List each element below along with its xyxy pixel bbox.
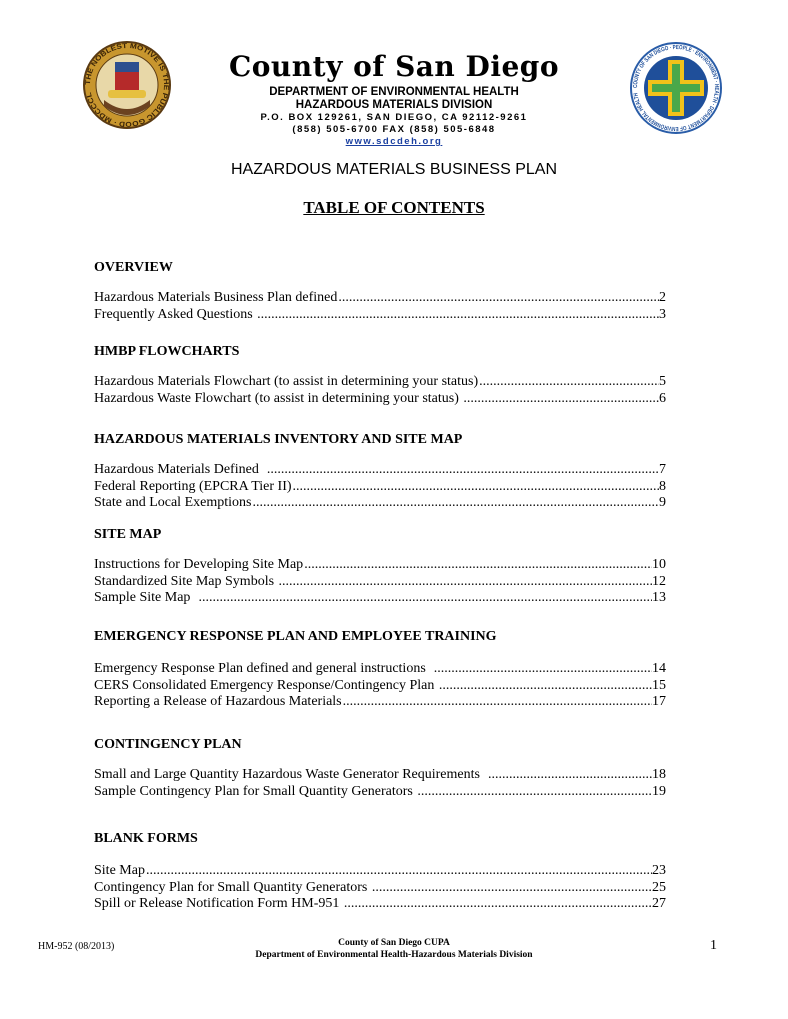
toc-entry-label: Site Map	[94, 863, 145, 878]
department-name: DEPARTMENT OF ENVIRONMENTAL HEALTH	[269, 86, 519, 98]
toc-entry[interactable]	[94, 784, 666, 801]
toc-entry-label: Standardized Site Map Symbols	[94, 573, 278, 589]
toc-entry[interactable]	[94, 574, 666, 591]
dot-leader	[343, 896, 652, 913]
toc-entry-page: 3	[659, 306, 666, 322]
toc-entry-label: Instructions for Developing Site Map	[94, 557, 304, 572]
toc-entry-page: 9	[659, 495, 666, 510]
toc-entry-page: 27	[652, 896, 666, 911]
toc-entry-label: Hazardous Materials Defined	[94, 462, 266, 477]
footer-division: Department of Environmental Health-Hazardous Materials Division	[255, 950, 533, 960]
toc-entry-page: 6	[659, 390, 666, 406]
toc-entry-label: Reporting a Release of Hazardous Materials	[94, 694, 342, 709]
county-name: County of San Diego	[228, 50, 560, 83]
toc-entry-label: State and Local Exemptions	[94, 495, 252, 510]
toc-entry[interactable]	[94, 694, 666, 711]
section-heading: BLANK FORMS	[94, 831, 198, 846]
website-link[interactable]: www.sdcdeh.org	[345, 136, 443, 147]
toc-entry-label: Sample Site Map	[94, 590, 198, 605]
dot-leader	[371, 880, 652, 897]
dot-leader	[278, 574, 652, 591]
toc-entry[interactable]	[94, 678, 666, 695]
toc-entry-page: 10	[652, 557, 666, 572]
toc-entry-page: 8	[659, 478, 666, 494]
toc-entry-label: Spill or Release Notification Form HM-951	[94, 896, 343, 911]
toc-entry-label: Sample Contingency Plan for Small Quantity Generators	[94, 783, 417, 799]
toc-entry[interactable]	[94, 661, 666, 678]
section-heading: OVERVIEW	[94, 260, 173, 275]
toc-entry-page: 17	[652, 694, 666, 709]
toc-entry-page: 2	[659, 290, 666, 305]
dot-leader	[337, 290, 659, 307]
section-heading: HAZARDOUS MATERIALS INVENTORY AND SITE MAP	[94, 432, 463, 447]
toc-entry[interactable]	[94, 391, 666, 408]
dot-leader	[197, 590, 652, 607]
footer-agency	[0, 937, 788, 961]
address: P.O. BOX 129261, SAN DIEGO, CA 92112-9261	[260, 112, 528, 123]
toc-entry-label: Hazardous Waste Flowchart (to assist in determining your status)	[94, 390, 463, 406]
toc-section	[94, 831, 666, 913]
dot-leader	[478, 374, 659, 391]
toc-entry-label: Frequently Asked Questions	[94, 306, 257, 322]
toc-section	[94, 629, 666, 711]
toc-entry-label: Emergency Response Plan defined and general instructions	[94, 661, 433, 676]
toc-entry[interactable]	[94, 290, 666, 307]
toc-entry[interactable]	[94, 479, 666, 496]
toc-entry-page: 14	[652, 661, 666, 676]
toc-entry-label: Hazardous Materials Business Plan defined	[94, 290, 338, 305]
toc-entry-page: 23	[652, 863, 666, 878]
toc-entry-label: Contingency Plan for Small Quantity Generators	[94, 879, 371, 895]
dot-leader	[416, 784, 652, 801]
section-heading: CONTINGENCY PLAN	[94, 737, 242, 752]
dot-leader	[251, 495, 659, 512]
toc-entry-label: CERS Consolidated Emergency Response/Contingency Plan	[94, 677, 438, 693]
toc-entry-label: Small and Large Quantity Hazardous Waste Generator Requirements	[94, 767, 487, 782]
toc-entry-label: Federal Reporting (EPCRA Tier II)	[94, 478, 292, 494]
dot-leader	[438, 678, 652, 695]
toc-entry[interactable]	[94, 896, 666, 913]
toc-entry[interactable]	[94, 880, 666, 897]
toc-entry-page: 15	[652, 677, 666, 693]
toc-entry-page: 19	[652, 783, 666, 799]
toc-entry-label: Hazardous Materials Flowchart (to assist in determining your status)	[94, 374, 479, 389]
toc-section	[94, 344, 666, 407]
toc-entry[interactable]	[94, 557, 666, 574]
section-heading: SITE MAP	[94, 527, 162, 542]
toc-entry[interactable]	[94, 863, 666, 880]
dot-leader	[292, 479, 659, 496]
page-number: 1	[710, 938, 717, 953]
dot-leader	[256, 307, 659, 324]
toc-entry-page: 5	[659, 374, 666, 389]
section-heading: EMERGENCY RESPONSE PLAN AND EMPLOYEE TRAINING	[94, 629, 497, 644]
dot-leader	[266, 462, 659, 479]
toc-entry[interactable]	[94, 462, 666, 479]
toc-entry[interactable]	[94, 590, 666, 607]
dot-leader	[462, 391, 659, 408]
dot-leader	[145, 863, 652, 880]
dot-leader	[433, 661, 652, 678]
toc-entry[interactable]	[94, 767, 666, 784]
toc-section	[94, 432, 666, 512]
section-heading: HMBP FLOWCHARTS	[94, 344, 240, 359]
dot-leader	[342, 694, 652, 711]
toc-entry-page: 12	[652, 573, 666, 589]
toc-entry[interactable]	[94, 374, 666, 391]
toc-entry-page: 13	[652, 590, 666, 605]
toc-section	[94, 260, 666, 323]
division-name: HAZARDOUS MATERIALS DIVISION	[295, 99, 493, 111]
toc-entry-page: 7	[659, 462, 666, 477]
toc-entry-page: 25	[652, 879, 666, 895]
left-seal-text-path: THE NOBLEST MOTIVE IS THE PUBLIC GOOD · MDCCCL	[84, 42, 170, 128]
document-title: HAZARDOUS MATERIALS BUSINESS PLAN	[231, 161, 557, 178]
dot-leader	[487, 767, 652, 784]
dot-leader	[303, 557, 652, 574]
toc-entry[interactable]	[94, 495, 666, 512]
form-id: HM-952 (08/2013)	[38, 941, 115, 952]
toc-entry[interactable]	[94, 307, 666, 324]
toc-entry-page: 18	[652, 767, 666, 782]
right-seal-text-path: COUNTY OF SAN DIEGO · PEOPLE · ENVIRONMENT · HEALTH · DEPARTMENT OF ENVIRONMENTAL HEALTH	[632, 44, 720, 132]
toc-section	[94, 527, 666, 607]
phone-fax: (858) 505-6700 FAX (858) 505-6848	[292, 124, 496, 135]
toc-title: TABLE OF CONTENTS	[303, 198, 485, 217]
toc-section	[94, 737, 666, 800]
footer-agency-name: County of San Diego CUPA	[338, 938, 450, 948]
